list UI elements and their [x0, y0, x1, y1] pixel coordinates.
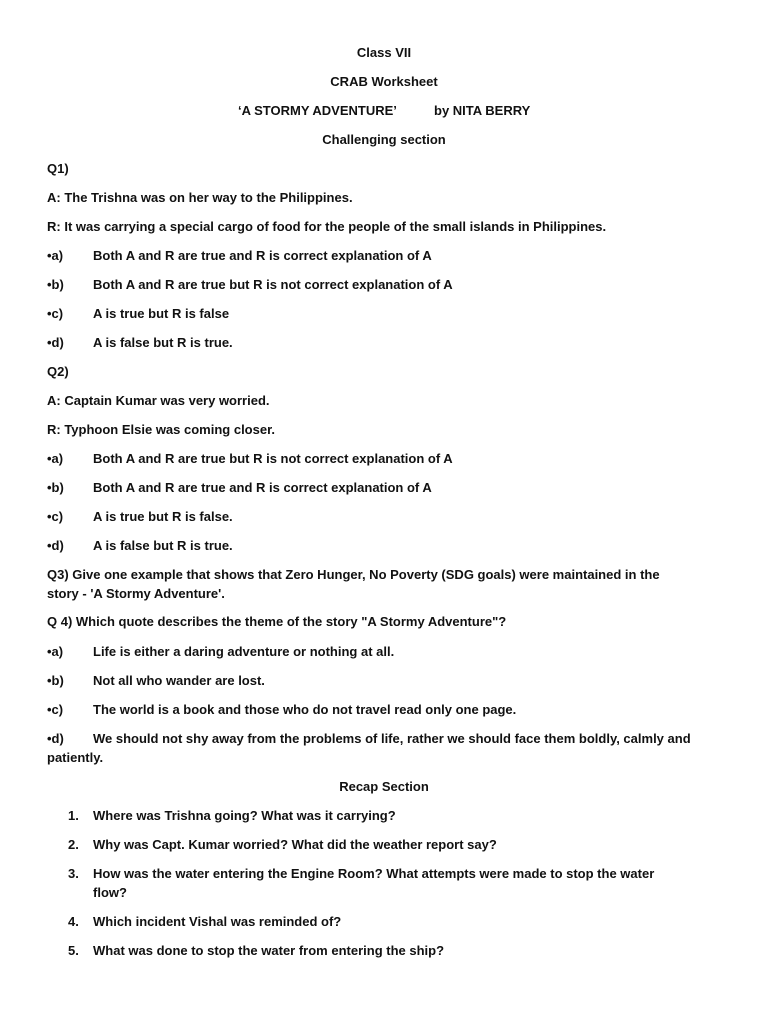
- q2-label: Q2): [47, 364, 69, 379]
- recap-text: Which incident Vishal was reminded of?: [93, 914, 342, 929]
- option-bullet: •b): [47, 673, 64, 688]
- q2-option-c: [47, 508, 233, 526]
- recap-text: Why was Capt. Kumar worried? What did the weather report say?: [93, 837, 497, 852]
- option-text: Both A and R are true but R is not correct explanation of A: [93, 277, 453, 292]
- option-bullet: •a): [47, 644, 64, 659]
- option-bullet: •a): [47, 248, 64, 263]
- recap-number: 1.: [68, 808, 79, 823]
- recap-number: 3.: [68, 866, 79, 881]
- q3-question: Q3) Give one example that shows that Zero Hunger, No Poverty (SDG goals) were maintained in the: [47, 567, 660, 582]
- option-bullet: •b): [47, 277, 64, 292]
- class-heading: Class VII: [356, 45, 412, 60]
- q2-reason: R: Typhoon Elsie was coming closer.: [47, 422, 276, 437]
- option-text: A is false but R is true.: [93, 335, 233, 350]
- q4-option-c: [47, 701, 516, 719]
- q1-option-b: [47, 276, 453, 294]
- q4-option-d: [47, 730, 691, 748]
- q1-option-a: [47, 247, 432, 265]
- option-text: Both A and R are true but R is not correct explanation of A: [93, 451, 453, 466]
- worksheet-heading: CRAB Worksheet: [330, 74, 438, 89]
- option-bullet: •d): [47, 335, 64, 350]
- section-heading: Challenging section: [322, 132, 446, 147]
- q2-assertion: A: Captain Kumar was very worried.: [47, 393, 270, 408]
- q4-option-d-cont: patiently.: [47, 750, 104, 765]
- recap-heading: Recap Section: [339, 779, 429, 794]
- option-bullet: •d): [47, 731, 64, 746]
- option-text: A is false but R is true.: [93, 538, 233, 553]
- recap-number: 2.: [68, 837, 79, 852]
- option-bullet: •b): [47, 480, 64, 495]
- q1-assertion: A: The Trishna was on her way to the Philippines.: [47, 190, 353, 205]
- story-author: by NITA BERRY: [434, 103, 531, 118]
- recap-number: 4.: [68, 914, 79, 929]
- story-title: ‘A STORMY ADVENTURE’: [238, 103, 397, 118]
- q2-option-d: [47, 537, 233, 555]
- q3-question-cont: story - 'A Stormy Adventure'.: [47, 586, 225, 601]
- q1-option-c: [47, 305, 229, 323]
- option-text: Both A and R are true and R is correct explanation of A: [93, 248, 432, 263]
- recap-text: What was done to stop the water from entering the ship?: [93, 943, 445, 958]
- q4-option-a: [47, 643, 394, 661]
- option-bullet: •c): [47, 306, 64, 321]
- option-text: Both A and R are true and R is correct explanation of A: [93, 480, 432, 495]
- option-text: Not all who wander are lost.: [93, 673, 265, 688]
- option-text: Life is either a daring adventure or nothing at all.: [93, 644, 395, 659]
- option-text: The world is a book and those who do not travel read only one page.: [93, 702, 517, 717]
- option-bullet: •c): [47, 702, 64, 717]
- recap-item-3-cont: flow?: [93, 885, 127, 900]
- recap-number: 5.: [68, 943, 79, 958]
- q2-option-b: [47, 479, 432, 497]
- option-bullet: •a): [47, 451, 64, 466]
- option-text: A is true but R is false: [93, 306, 230, 321]
- option-text: A is true but R is false.: [93, 509, 233, 524]
- option-bullet: •d): [47, 538, 64, 553]
- option-text: We should not shy away from the problems of life, rather we should face them boldly, calmly and: [93, 731, 691, 746]
- q1-reason: R: It was carrying a special cargo of food for the people of the small islands in Philippines.: [47, 219, 607, 234]
- recap-text: Where was Trishna going? What was it carrying?: [93, 808, 396, 823]
- q1-label: Q1): [47, 161, 69, 176]
- recap-text: How was the water entering the Engine Room? What attempts were made to stop the water: [93, 866, 655, 881]
- q2-option-a: [47, 450, 453, 468]
- q4-option-b: [47, 672, 265, 690]
- q4-question: Q 4) Which quote describes the theme of the story "A Stormy Adventure"?: [47, 614, 507, 629]
- q1-option-d: [47, 334, 233, 352]
- option-bullet: •c): [47, 509, 64, 524]
